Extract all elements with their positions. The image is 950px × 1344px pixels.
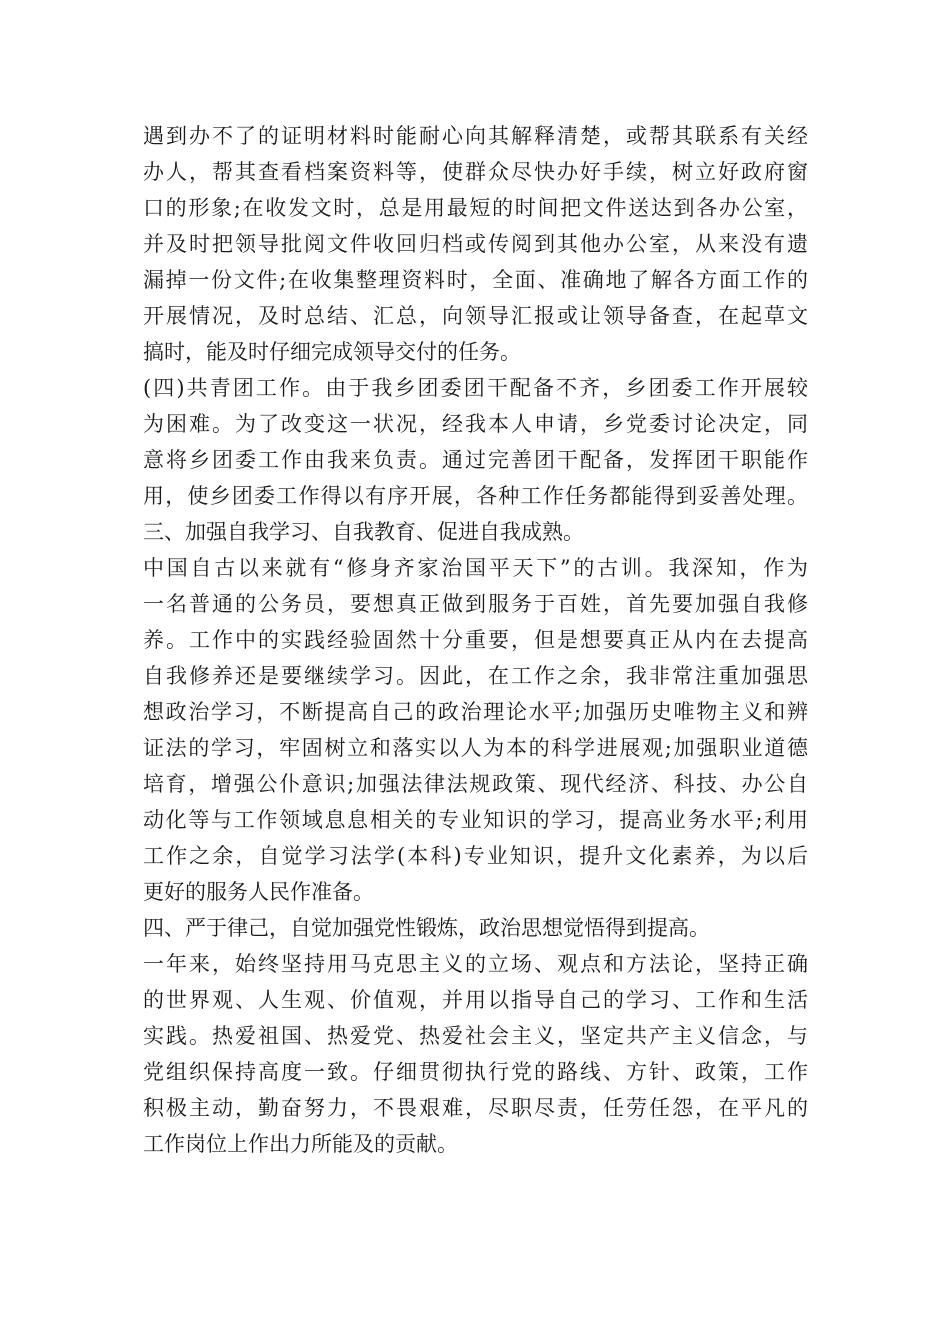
text-line: 想政治学习，不断提高自己的政治理论水平;加强历史唯物主义和辨	[143, 700, 808, 724]
text-line: 用，使乡团委工作得以有序开展，各种工作任务都能得到妥善处理。	[143, 484, 808, 508]
text-line: 培育，增强公仆意识;加强法律法规政策、现代经济、科技、办公自	[143, 772, 808, 796]
text-line: 为困难。为了改变这一状况，经我本人申请，乡党委讨论决定，同	[143, 412, 808, 436]
text-line: 养。工作中的实践经验固然十分重要，但是想要真正从内在去提高	[143, 628, 808, 652]
text-line: 意将乡团委工作由我来负责。通过完善团干配备，发挥团干职能作	[143, 448, 808, 472]
text-line: 工作岗位上作出力所能及的贡献。	[143, 1132, 458, 1156]
text-line: 动化等与工作领域息息相关的专业知识的学习，提高业务水平;利用	[143, 808, 808, 832]
text-line: 搞时，能及时仔细完成领导交付的任务。	[143, 340, 521, 364]
text-line: 并及时把领导批阅文件收回归档或传阅到其他办公室，从来没有遗	[143, 232, 808, 256]
text-line: 一年来，始终坚持用马克思主义的立场、观点和方法论，坚持正确	[143, 952, 808, 976]
text-line: 漏掉一份文件;在收集整理资料时，全面、准确地了解各方面工作的	[143, 268, 808, 292]
text-line: 证法的学习，牢固树立和落实以人为本的科学进展观;加强职业道德	[143, 736, 808, 760]
text-line: 口的形象;在收发文时，总是用最短的时间把文件送达到各办公室，	[143, 196, 808, 220]
text-line: 实践。热爱祖国、热爱党、热爱社会主义，坚定共产主义信念，与	[143, 1024, 808, 1048]
text-line: 自我修养还是要继续学习。因此，在工作之余，我非常注重加强思	[143, 664, 808, 688]
section-heading: 三、加强自我学习、自我教育、促进自我成熟。	[143, 520, 584, 544]
text-line: 一名普通的公务员，要想真正做到服务于百姓，首先要加强自我修	[143, 592, 808, 616]
text-line: 遇到办不了的证明材料时能耐心向其解释清楚，或帮其联系有关经	[143, 124, 808, 148]
text-line: 办人，帮其查看档案资料等，使群众尽快办好手续，树立好政府窗	[143, 160, 808, 184]
document-body	[143, 118, 808, 1162]
text-line: 更好的服务人民作准备。	[143, 880, 374, 904]
section-heading: 四、严于律己，自觉加强党性锻炼，政治思想觉悟得到提高。	[143, 916, 710, 940]
text-line: 中国自古以来就有“修身齐家治国平天下”的古训。我深知，作为	[143, 556, 808, 580]
text-line: 工作之余，自觉学习法学(本科)专业知识，提升文化素养，为以后	[143, 844, 808, 868]
text-line: 开展情况，及时总结、汇总，向领导汇报或让领导备查，在起草文	[143, 304, 808, 328]
text-line: 的世界观、人生观、价值观，并用以指导自己的学习、工作和生活	[143, 988, 808, 1012]
text-line: 党组织保持高度一致。仔细贯彻执行党的路线、方针、政策，工作	[143, 1060, 808, 1084]
text-line: (四)共青团工作。由于我乡团委团干配备不齐，乡团委工作开展较	[143, 376, 808, 400]
text-line: 积极主动，勤奋努力，不畏艰难，尽职尽责，任劳任怨，在平凡的	[143, 1096, 808, 1120]
